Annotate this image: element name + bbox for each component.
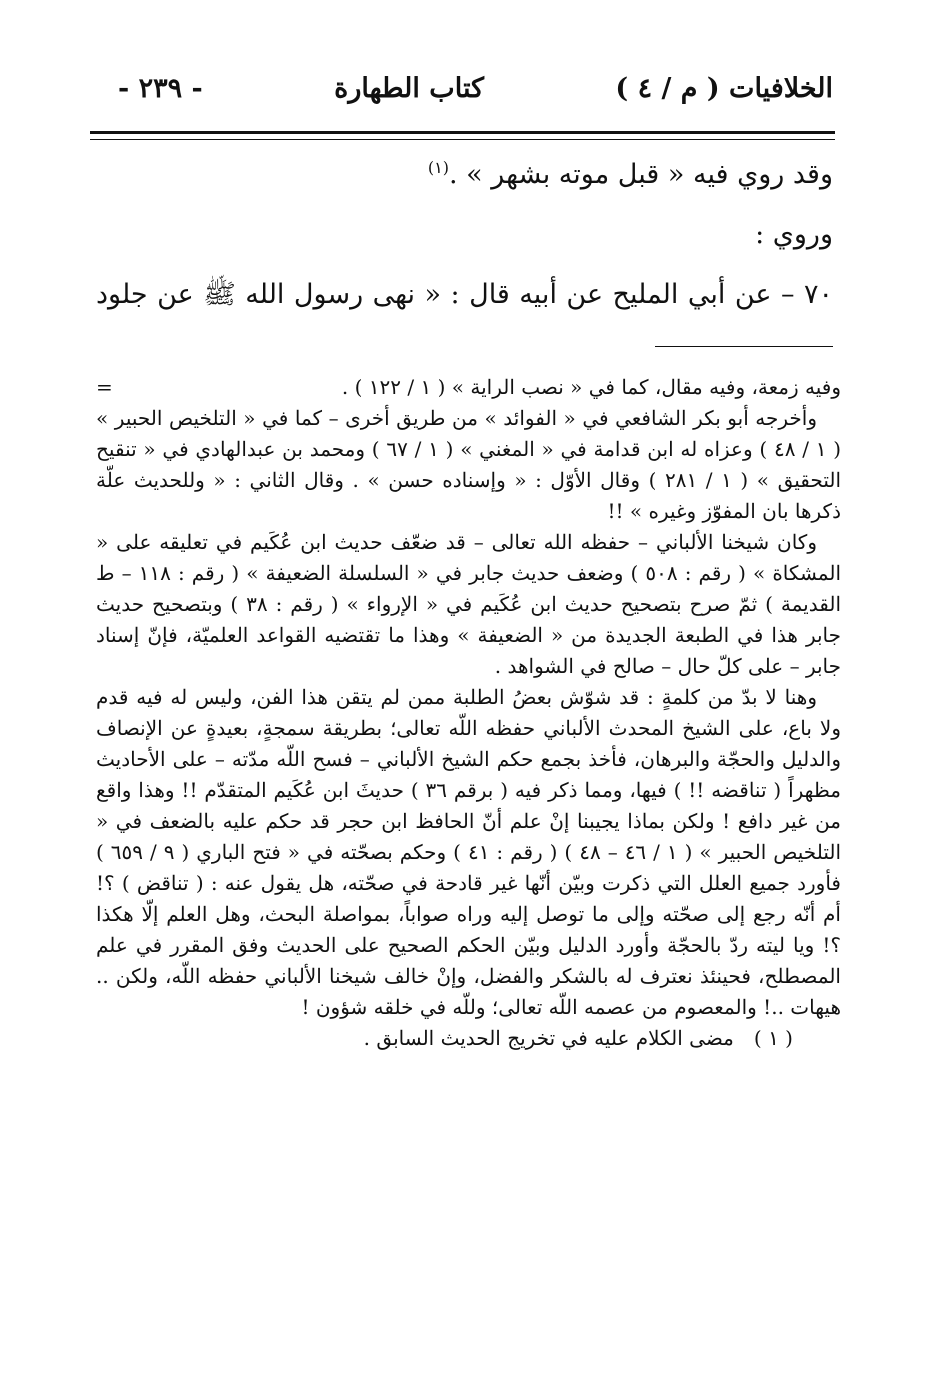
header-rule-thin xyxy=(90,139,835,140)
footnote-1-mark: ( ١ ) xyxy=(753,1026,793,1050)
footnotes xyxy=(96,372,841,1054)
running-header xyxy=(118,68,833,108)
footnote-paragraph-4: وهنا لا بدّ من كلمةٍ : قد شوّش بعضُ الطلبة ممن لم يتقن هذا الفن، وليس له فيه قدم ولا باع، على الشيخ المحدث الألباني حفظه اللّه تعالى؛ بطريقة سمجةٍ، بعيدةٍ عن الإنصاف والدليل والحجّة والبرهان، فأخذ بجمع حكم الشيخ الألباني – فسح اللّه مدّته – على الأحاديث مظهراً ( تناقضه !! ) فيها، ومما ذكر فيه ( برقم ٣٦ ) حديثَ ابن عُكَيم المتقدّم !! وهذا واقع من غير دافع ! ولكن بماذا يجيبنا إنْ علم أنّ الحافظ ابن حجر قد حكم عليه بالضعف في « التلخيص الحبير » ( ١ / ٤٦ – ٤٨ ) ( رقم : ٤١ ) وحكم بصحّته في « فتح الباري ( ٩ / ٦٥٩ ) فأورد جميع العلل التي ذكرت وبيّن أنّها غير قادحة في صحّته، هل يقول عنه : ( تناقض ) ؟! أم أنّه رجع إلى صحّته وإلى ما توصل إليه وراه صواباً، بمواصلة البحث، وهل العلم إلّا هكذا ؟! ويا ليته ردّ بالحجّة وأورد الدليل وبيّن الحكم الصحيح على الحديث وفق المقرر في علم المصطلح، فحينئذ نعترف له بالشكر والفضل، وإنْ خالف شيخنا الألباني حفظه اللّه، ولكن .. هيهات ..! والمعصوم من عصمه اللّه تعالى؛ وللّه في خلقه شؤون ! xyxy=(96,685,842,1019)
book-title: الخلافيات ( م / ٤ ) xyxy=(615,72,833,104)
header-rule-thick xyxy=(90,131,835,134)
footnote-1-text: مضى الكلام عليه في تخريج الحديث السابق . xyxy=(363,1026,734,1050)
page-number: - ٢٣٩ - xyxy=(118,72,203,104)
footnote-paragraph-2: وأخرجه أبو بكر الشافعي في « الفوائد » من طريق أخرى – كما في « التلخيص الحبير » ( ١ / ٤٨ ) وعزاه له ابن قدامة في « المغني » ( ١ / ٦٧ ) ومحمد بن عبدالهادي في « تنقيح التحقيق » ( ١ / ٢٨١ ) وقال الأوّل : « وإسناده حسن » . وقال الثاني : « وللحديث علّة ذكرها بان المفوّز وغيره » !! xyxy=(96,406,842,523)
footnote-1 xyxy=(96,1023,841,1054)
main-line-1: وقد روي فيه « قبل موته بشهر » .$^{(١)}$ xyxy=(427,158,833,190)
footnote-paragraph-1: وفيه زمعة، وفيه مقال، كما في « نصب الراية » ( ١ / ١٢٢ ) . = xyxy=(96,372,841,403)
footnote-separator xyxy=(655,346,833,347)
main-text xyxy=(96,160,833,341)
continuation-mark: = xyxy=(96,375,113,399)
footnote-reference: (١) xyxy=(427,158,449,177)
main-line-2: وروي : xyxy=(755,219,833,250)
main-line-3: ٧٠ – عن أبي المليح عن أبيه قال : « نهى رسول الله ﷺ عن جلود xyxy=(96,279,833,310)
chapter-title: كتاب الطهارة xyxy=(334,72,484,104)
footnote-paragraph-3: وكان شيخنا الألباني – حفظه الله تعالى – قد ضعّف حديث ابن عُكَيم في تعليقه على « المشكاة » ( رقم : ٥٠٨ ) وضعف حديث جابر في « السلسلة الضعيفة » ( رقم : ١١٨ – ط القديمة ) ثمّ صرح بتصحيح حديث ابن عُكَيم في « الإرواء » ( رقم : ٣٨ ) وبتصحيح حديث جابر هذا في الطبعة الجديدة من « الضعيفة » وهذا ما تقتضيه القواعد العلميّة، فإنّ إسناد جابر – على كلّ حال – صالح في الشواهد . xyxy=(96,530,842,678)
